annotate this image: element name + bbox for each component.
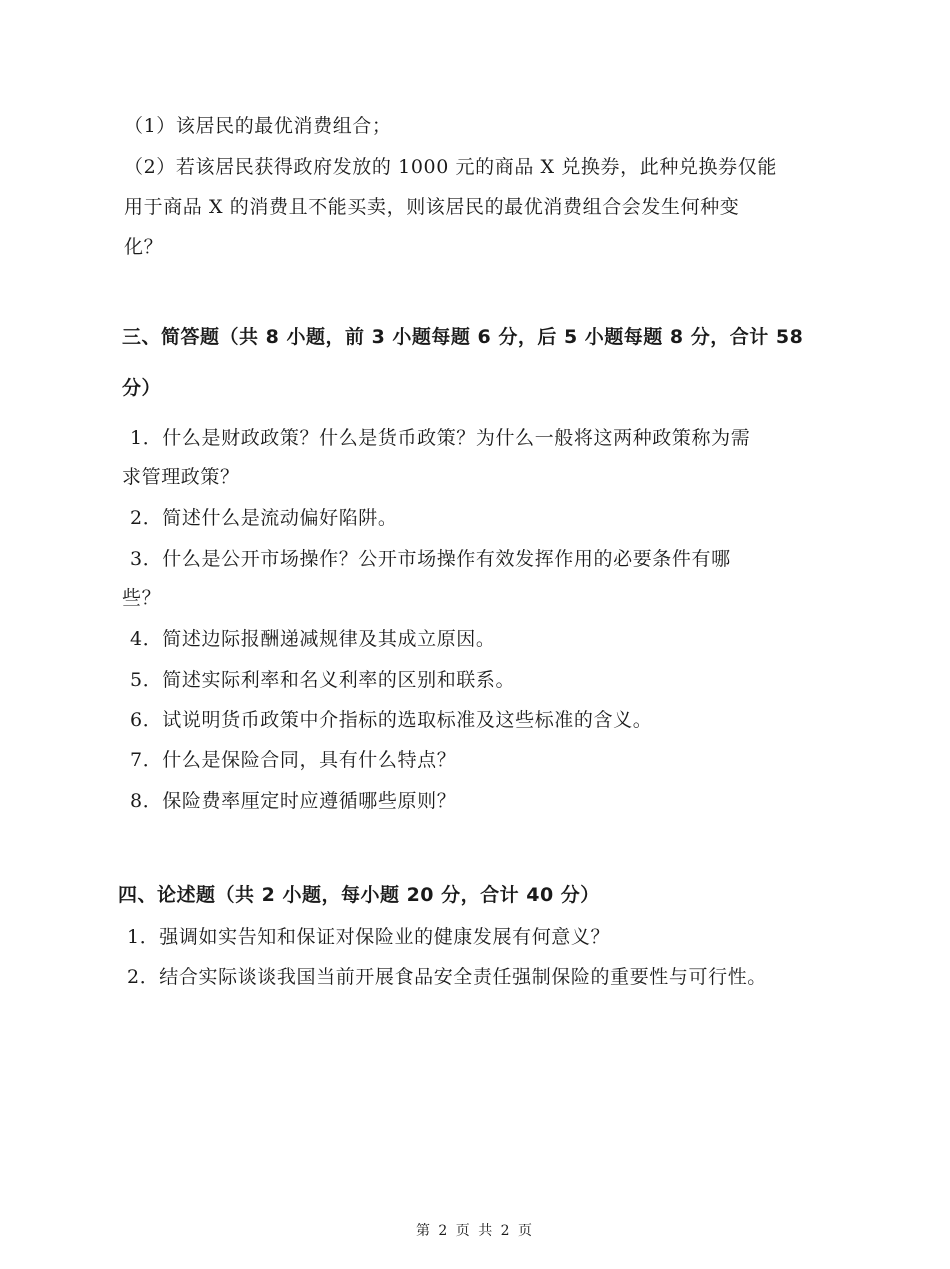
short-question-8: 8．保险费率厘定时应遵循哪些原则？ <box>130 790 457 812</box>
sub-question-2-line2: 用于商品 X 的消费且不能买卖，则该居民的最优消费组合会发生何种变 <box>124 196 740 218</box>
sub-question-2-line1: （2）若该居民获得政府发放的 1000 元的商品 X 兑换券，此种兑换券仅能 <box>124 156 777 178</box>
short-question-1-line1: 1．什么是财政政策？什么是货币政策？为什么一般将这两种政策称为需 <box>130 427 751 449</box>
sub-question-1: （1）该居民的最优消费组合； <box>124 115 392 137</box>
short-question-7: 7．什么是保险合同，具有什么特点？ <box>130 749 457 771</box>
section-3-heading-line2: 分） <box>122 377 162 399</box>
short-question-6: 6．试说明货币政策中介指标的选取标准及这些标准的含义。 <box>130 709 653 731</box>
page-footer: 第 2 页 共 2 页 <box>415 1223 535 1239</box>
short-question-2: 2．简述什么是流动偏好陷阱。 <box>130 507 398 529</box>
essay-question-1: 1．强调如实告知和保证对保险业的健康发展有何意义？ <box>127 926 611 948</box>
essay-question-2: 2．结合实际谈谈我国当前开展食品安全责任强制保险的重要性与可行性。 <box>127 966 767 988</box>
section-3-heading-line1: 三、简答题（共 8 小题，前 3 小题每题 6 分，后 5 小题每题 8 分，合计 58 <box>122 326 804 348</box>
short-question-3-line1: 3．什么是公开市场操作？公开市场操作有效发挥作用的必要条件有哪 <box>130 548 731 570</box>
section-4-heading: 四、论述题（共 2 小题，每小题 20 分，合计 40 分） <box>118 884 600 906</box>
short-question-5: 5．简述实际利率和名义利率的区别和联系。 <box>130 669 516 691</box>
short-question-4: 4．简述边际报酬递减规律及其成立原因。 <box>130 628 496 650</box>
sub-question-2-line3: 化？ <box>124 236 164 258</box>
short-question-3-line2: 些？ <box>122 587 162 609</box>
short-question-1-line2: 求管理政策？ <box>122 466 240 488</box>
